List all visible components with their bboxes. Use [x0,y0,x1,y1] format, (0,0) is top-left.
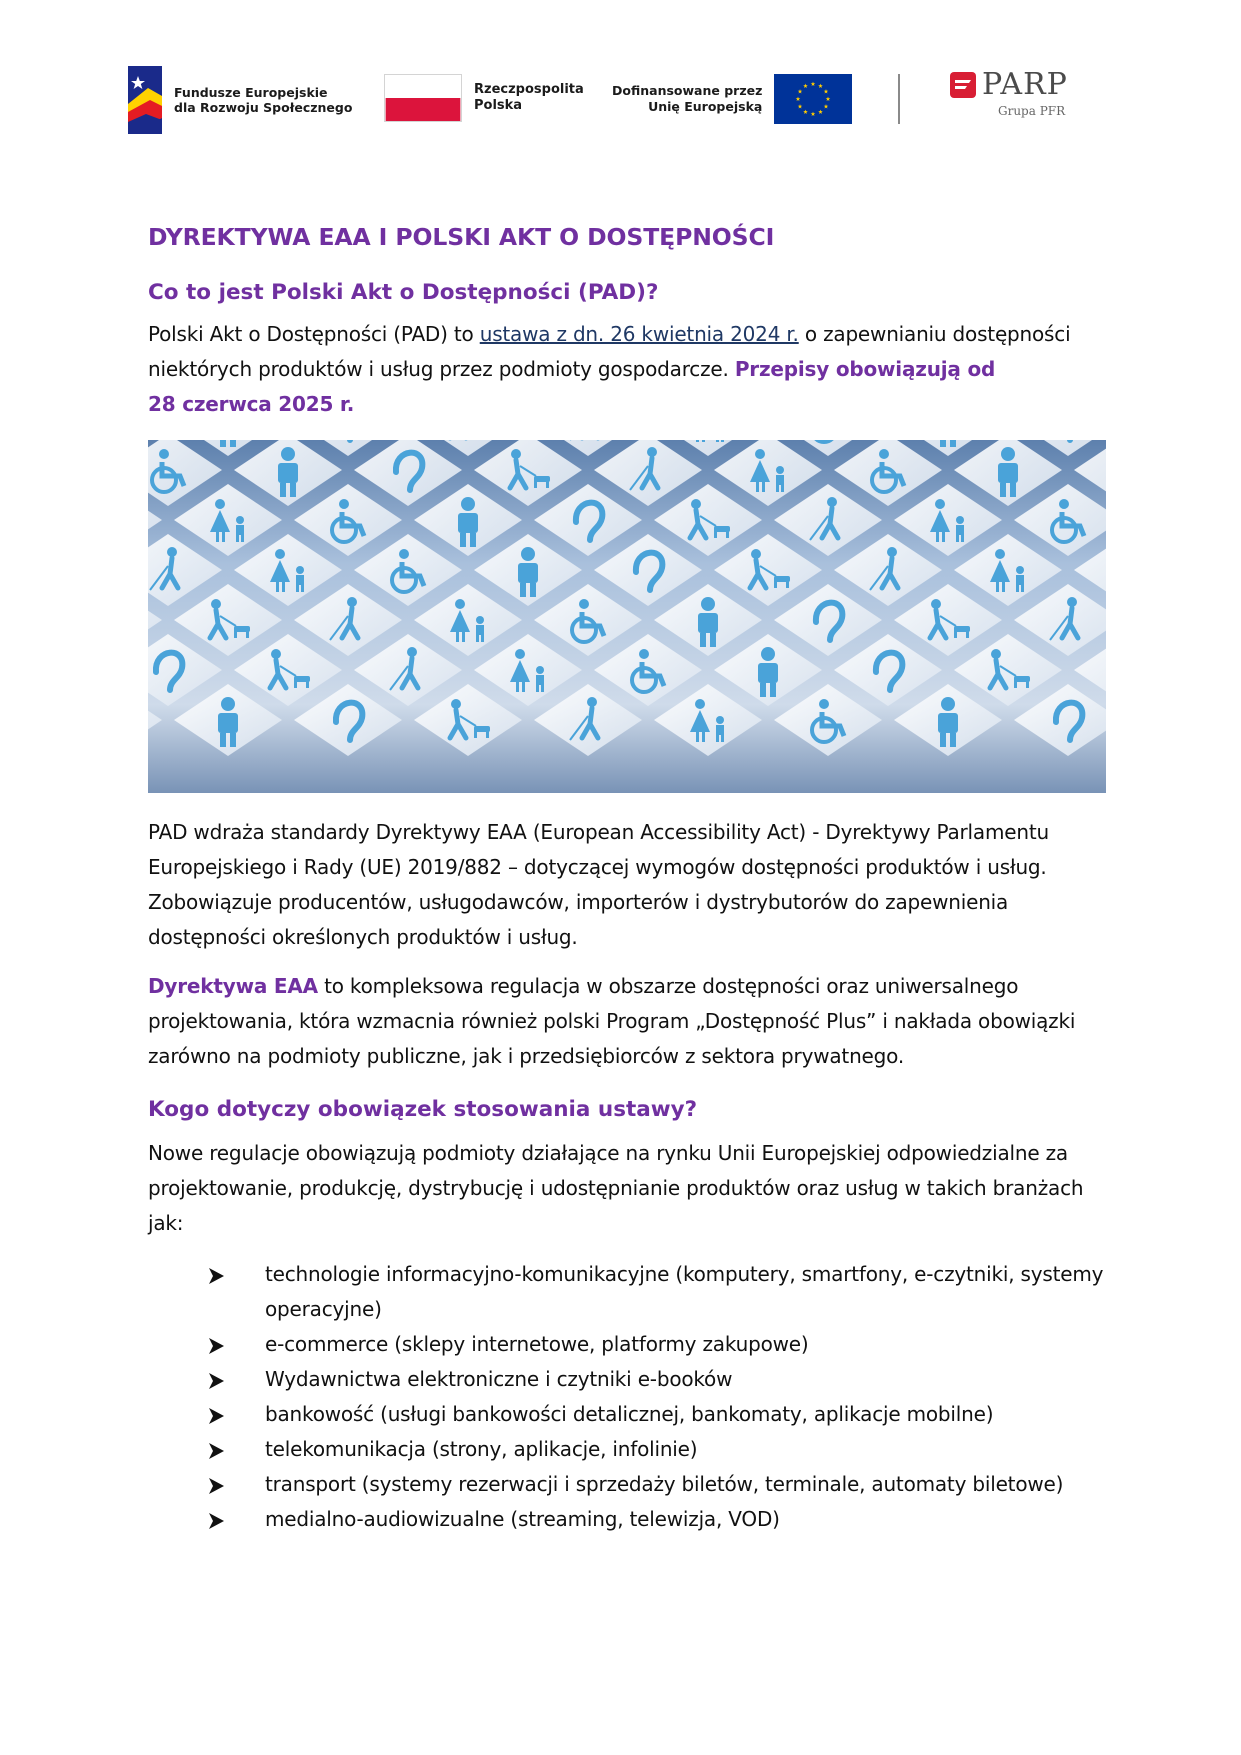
document-body [148,222,1108,1537]
list-item-text: telekomunikacja (strony, aplikacje, infolinie) [265,1437,698,1461]
logo-rzeczpospolita [384,74,584,122]
rp-logo-line1: Rzeczpospolita [474,82,584,97]
document-title: DYREKTYWA EAA I POLSKI AKT O DOSTĘPNOŚCI [148,223,775,251]
list-item [148,1257,1108,1327]
arrowhead-bullet-icon [208,1337,225,1355]
logo-fundusze-europejskie [128,66,352,134]
list-item-text: Wydawnictwa elektroniczne i czytniki e-booków [265,1367,733,1391]
eu-logo-text [612,83,762,115]
section1-heading: Co to jest Polski Akt o Dostępności (PAD)? [148,280,659,305]
list-item-text: medialno-audiowizualne (streaming, telewizja, VOD) [265,1507,780,1531]
arrowhead-bullet-icon [208,1512,225,1530]
list-item-text: e-commerce (sklepy internetowe, platformy zakupowe) [265,1332,809,1356]
logo-parp [950,67,1068,118]
parp-logo-mark-icon [950,72,976,98]
list-item [148,1467,1108,1502]
section2-heading: Kogo dotyczy obowiązek stosowania ustawy? [148,1097,698,1122]
intro-text-before-link: Polski Akt o Dostępności (PAD) to [148,322,480,346]
arrowhead-bullet-icon [208,1477,225,1495]
section2-intro-paragraph: Nowe regulacje obowiązują podmioty działające na rynku Unii Europejskiej odpowiedzialne za projektowanie, produkcję, dystrybucję i udostępnianie produktów oraz usług w takich branżach jak: [148,1141,1084,1235]
section1-intro-paragraph [148,317,1108,422]
arrowhead-bullet-icon [208,1267,225,1285]
rp-logo-text [474,82,584,114]
effective-date-highlight-line1: Przepisy obowiązują od [734,357,996,381]
arrowhead-bullet-icon [208,1407,225,1425]
list-item [148,1397,1108,1432]
list-item-text: transport (systemy rezerwacji i sprzedaży biletów, terminale, automaty biletowe) [265,1472,1064,1496]
parp-logo-name: PARP [982,67,1068,102]
header-logos [128,62,1118,132]
eu-logo-line1: Dofinansowane przez [612,83,763,98]
list-item [148,1502,1108,1537]
list-item-text: bankowość (usługi bankowości detalicznej, bankomaty, aplikacje mobilne) [265,1402,994,1426]
list-item-text: technologie informacyjno-komunikacyjne (komputery, smartfony, e-czytniki, systemy operacyjne) [265,1262,1104,1321]
arrowhead-bullet-icon [208,1442,225,1460]
parp-logo-subtitle: Grupa PFR [998,104,1066,118]
logo-unia-europejska [612,74,852,124]
arrowhead-bullet-icon [208,1372,225,1390]
eaa-description-paragraph [148,969,1108,1074]
fe-logo-line2: dla Rozwoju Społecznego [174,100,353,115]
eaa-highlight: Dyrektywa EAA [148,974,318,998]
list-item [148,1327,1108,1362]
fe-logo-text [174,85,352,115]
eaa-description-text: to kompleksowa regulacja w obszarze dostępności oraz uniwersalnego projektowania, która wzmacnia również polski Program „Dostępność Plus” i nakłada obowiązki zarówno na podmioty publiczne, jak i przedsiębiorców z sektora prywatnego. [148,974,1076,1068]
act-link[interactable]: ustawa z dn. 26 kwietnia 2024 r. [479,322,799,346]
pad-description-paragraph: PAD wdraża standardy Dyrektywy EAA (European Accessibility Act) - Dyrektywy Parlamentu Europejskiego i Rady (UE) 2019/882 – dotyczącej wymogów dostępności produktów i usług. Zobowiązuje producentów, usługodawców, importerów i dystrybutorów do zapewnienia dostępności określonych produktów i usług. [148,820,1049,949]
industries-list [148,1257,1108,1537]
eu-logo-line2: Unię Europejską [648,99,763,114]
eu-flag-icon [774,74,852,124]
list-item [148,1432,1108,1467]
logo-divider [898,74,900,124]
effective-date-highlight-line2: 28 czerwca 2025 r. [148,392,355,416]
list-item [148,1362,1108,1397]
accessibility-pictograms-illustration [148,440,1106,793]
polish-flag-icon [384,74,462,122]
fe-logo-line1: Fundusze Europejskie [174,85,328,100]
intro-text-after-link: o zapewnianiu dostępności niektórych produktów i usług przez podmioty gospodarcze. [148,322,1071,381]
rp-logo-line2: Polska [474,98,523,113]
european-funds-logo-icon [128,66,162,134]
